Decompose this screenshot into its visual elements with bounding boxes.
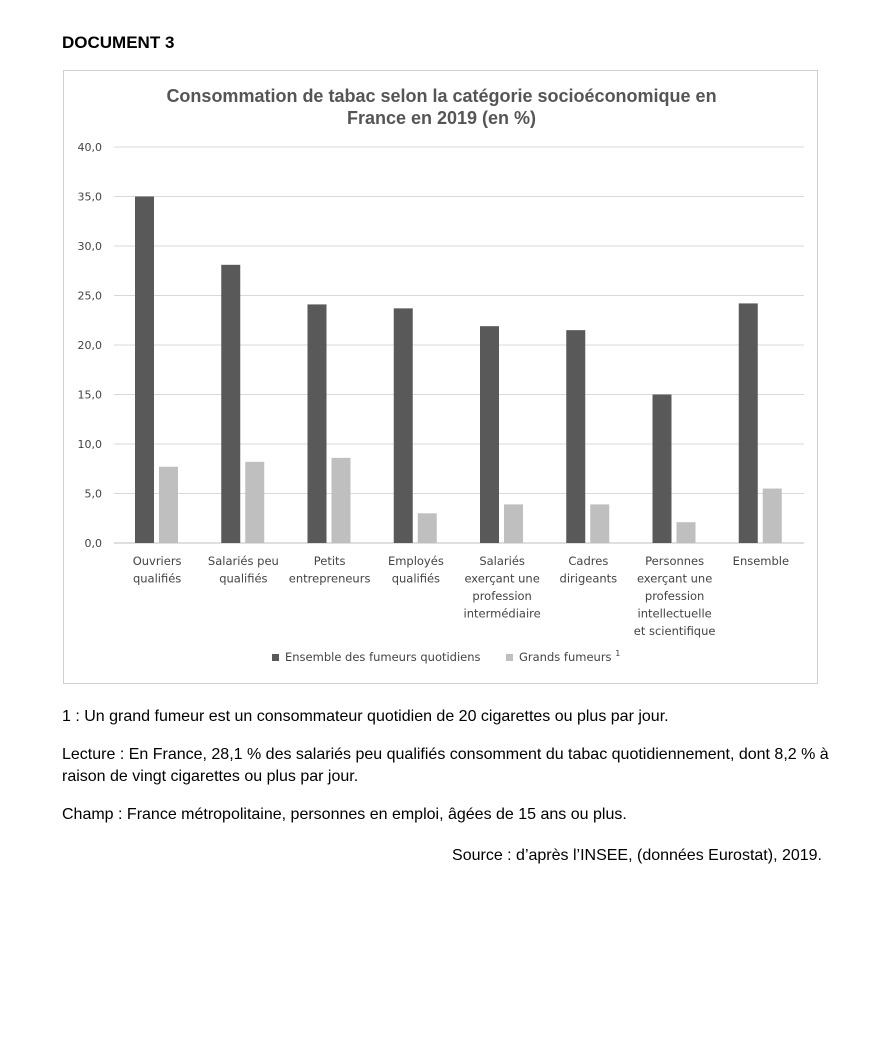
y-tick-label: 10,0: [77, 438, 102, 451]
legend-swatch-heavy: [506, 654, 513, 661]
legend-label-heavy: Grands fumeurs $^1$: [519, 649, 621, 664]
footnote: 1 : Un grand fumeur est un consommateur quotidien de 20 cigarettes ou plus par jour.: [62, 708, 669, 725]
x-tick-label: Salariés peu qualifiés: [207, 554, 279, 586]
legend-swatch-daily: [272, 654, 279, 661]
x-tick-label: Ouvriers qualifiés: [132, 554, 182, 586]
bar-daily-smokers: [221, 265, 240, 543]
chart-container: [63, 70, 818, 684]
scope-note: Champ : France métropolitaine, personnes en emploi, âgées de 15 ans ou plus.: [62, 806, 627, 823]
y-tick-label: 25,0: [77, 289, 102, 303]
bar-daily-smokers: [739, 303, 758, 543]
bar-daily-smokers: [653, 395, 672, 544]
x-tick-label: Personnes exerçant une profession intellectuelle et scientifique: [633, 554, 716, 638]
bar-heavy-smokers: [763, 489, 782, 543]
bar-heavy-smokers: [332, 458, 351, 543]
source-note: Source : d’après l’INSEE, (données Eurostat), 2019.: [452, 847, 822, 864]
bar-chart: [64, 71, 819, 685]
y-tick-label: 5,0: [84, 487, 102, 501]
bar-heavy-smokers: [590, 504, 609, 543]
y-tick-label: 0,0: [84, 537, 102, 550]
reading-note: Lecture : En France, 28,1 % des salariés peu qualifiés consomment du tabac quotidiennement, dont 8,2 % à raison de vingt cigarettes ou plus par jour.: [62, 746, 829, 785]
x-tick-label: Employés qualifiés: [387, 554, 444, 586]
x-tick-label: Ensemble: [732, 554, 790, 568]
bar-heavy-smokers: [504, 504, 523, 543]
x-tick-label: Salariés exerçant une profession intermédiaire: [463, 554, 541, 621]
bar-daily-smokers: [566, 330, 585, 543]
bar-heavy-smokers: [245, 462, 264, 543]
document-title: DOCUMENT 3: [62, 33, 175, 52]
y-tick-label: 30,0: [77, 240, 102, 253]
x-tick-label: Petits entrepreneurs: [288, 554, 371, 586]
chart-title-line-2: France en 2019 (en %): [346, 108, 537, 128]
bar-daily-smokers: [480, 326, 499, 543]
y-tick-label: 15,0: [77, 388, 102, 402]
y-tick-label: 40,0: [77, 141, 102, 154]
bar-heavy-smokers: [418, 513, 437, 543]
y-tick-label: 35,0: [77, 190, 102, 204]
bar-heavy-smokers: [677, 522, 696, 543]
bar-daily-smokers: [394, 308, 413, 543]
legend-footnote-marker: 1: [615, 649, 621, 658]
bar-daily-smokers: [135, 197, 154, 544]
bar-heavy-smokers: [159, 467, 178, 543]
y-tick-label: 20,0: [77, 339, 102, 352]
legend-label-daily: Ensemble des fumeurs quotidiens: [285, 650, 481, 664]
x-tick-label: Cadres dirigeants: [559, 554, 618, 586]
bar-daily-smokers: [308, 304, 327, 543]
chart-title-line-1: Consommation de tabac selon la catégorie socioéconomique en: [166, 86, 717, 106]
